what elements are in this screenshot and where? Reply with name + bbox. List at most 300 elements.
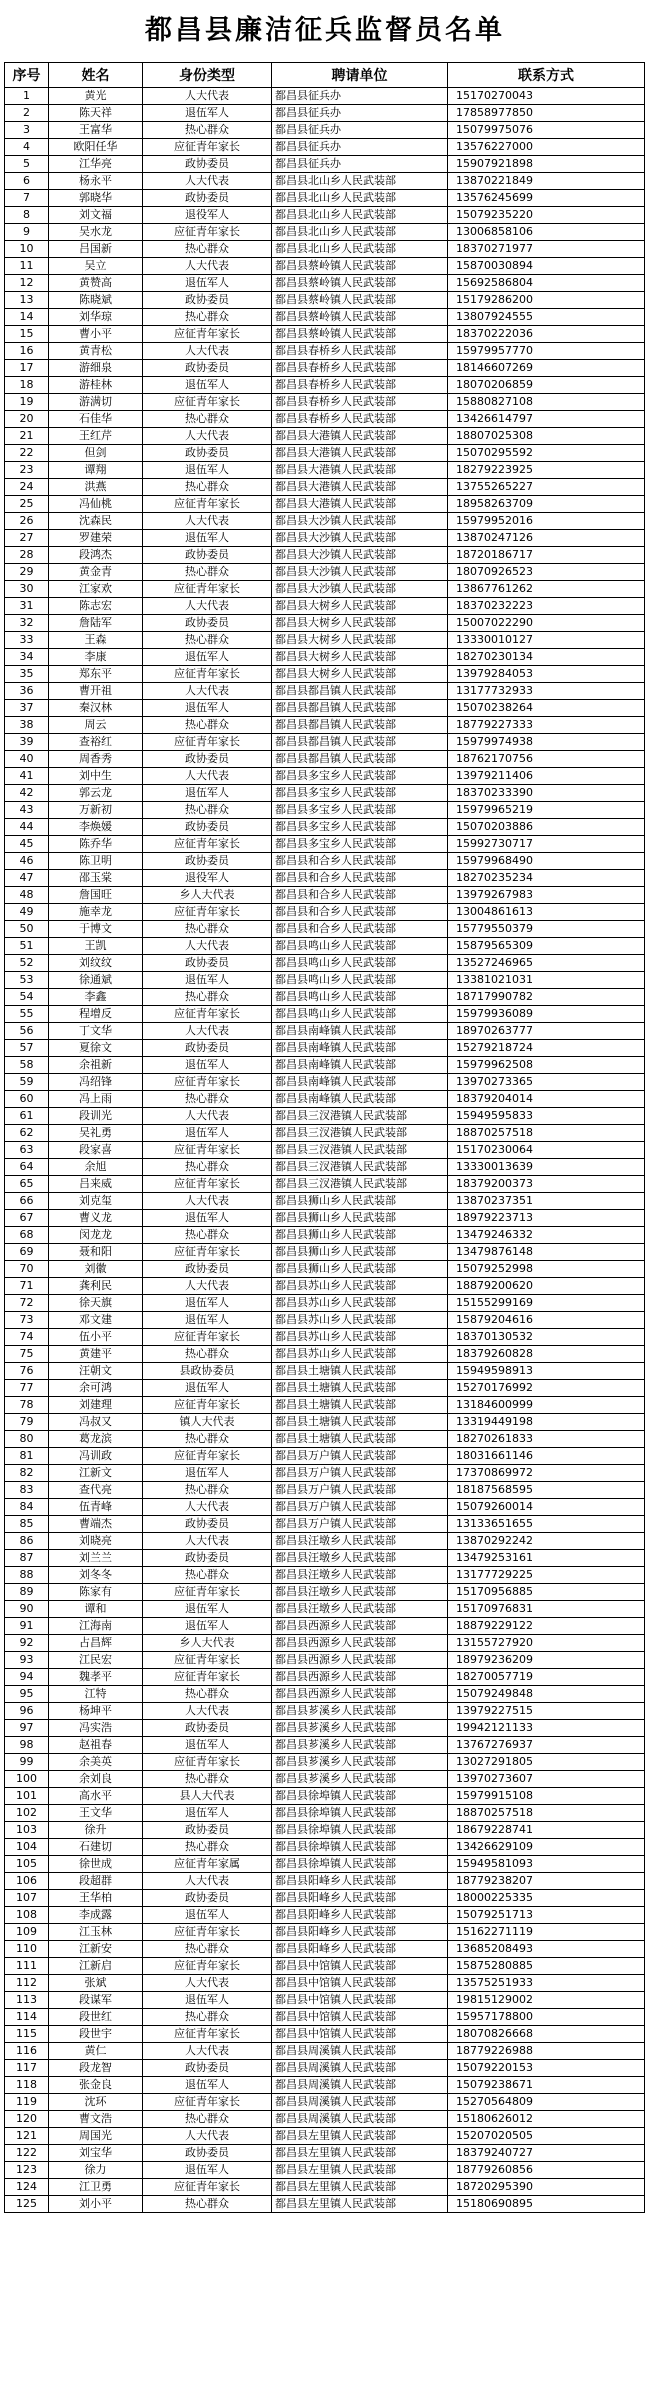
cell-hiring-unit: 都昌县大树乡人民武装部 bbox=[272, 632, 448, 649]
cell-name: 闵龙龙 bbox=[49, 1227, 143, 1244]
cell-hiring-unit: 都昌县徐埠镇人民武装部 bbox=[272, 1856, 448, 1873]
header-hiring-unit: 聘请单位 bbox=[272, 63, 448, 88]
table-row bbox=[5, 479, 645, 496]
table-row bbox=[5, 683, 645, 700]
cell-identity-type: 应征青年家属 bbox=[143, 1856, 272, 1873]
cell-hiring-unit: 都昌县中馆镇人民武装部 bbox=[272, 1992, 448, 2009]
table-row bbox=[5, 989, 645, 1006]
cell-contact: 13155727920 bbox=[448, 1635, 645, 1652]
cell-contact: 13807924555 bbox=[448, 309, 645, 326]
cell-hiring-unit: 都昌县中馆镇人民武装部 bbox=[272, 2009, 448, 2026]
cell-hiring-unit: 都昌县周溪镇人民武装部 bbox=[272, 2111, 448, 2128]
cell-index: 32 bbox=[5, 615, 49, 632]
cell-contact: 18270057719 bbox=[448, 1669, 645, 1686]
cell-hiring-unit: 都昌县土塘镇人民武装部 bbox=[272, 1397, 448, 1414]
cell-name: 但剑 bbox=[49, 445, 143, 462]
cell-name: 段世红 bbox=[49, 2009, 143, 2026]
cell-index: 100 bbox=[5, 1771, 49, 1788]
cell-index: 75 bbox=[5, 1346, 49, 1363]
cell-identity-type: 政协委员 bbox=[143, 445, 272, 462]
cell-index: 46 bbox=[5, 853, 49, 870]
cell-index: 27 bbox=[5, 530, 49, 547]
cell-contact: 18958263709 bbox=[448, 496, 645, 513]
cell-identity-type: 热心群众 bbox=[143, 1567, 272, 1584]
table-row bbox=[5, 343, 645, 360]
cell-name: 吴立 bbox=[49, 258, 143, 275]
table-row bbox=[5, 1958, 645, 1975]
cell-hiring-unit: 都昌县西源乡人民武装部 bbox=[272, 1635, 448, 1652]
cell-index: 3 bbox=[5, 122, 49, 139]
cell-hiring-unit: 都昌县苏山乡人民武装部 bbox=[272, 1278, 448, 1295]
cell-contact: 18031661146 bbox=[448, 1448, 645, 1465]
cell-name: 丁文华 bbox=[49, 1023, 143, 1040]
cell-contact: 18717990782 bbox=[448, 989, 645, 1006]
cell-name: 王凯 bbox=[49, 938, 143, 955]
cell-hiring-unit: 都昌县征兵办 bbox=[272, 122, 448, 139]
cell-identity-type: 热心群众 bbox=[143, 1839, 272, 1856]
cell-name: 刘冬冬 bbox=[49, 1567, 143, 1584]
cell-contact: 18807025308 bbox=[448, 428, 645, 445]
table-row bbox=[5, 1346, 645, 1363]
cell-contact: 15692586804 bbox=[448, 275, 645, 292]
table-row bbox=[5, 394, 645, 411]
cell-name: 游满切 bbox=[49, 394, 143, 411]
cell-contact: 18370130532 bbox=[448, 1329, 645, 1346]
cell-hiring-unit: 都昌县汪墩乡人民武装部 bbox=[272, 1550, 448, 1567]
cell-name: 沈森民 bbox=[49, 513, 143, 530]
cell-contact: 18970263777 bbox=[448, 1023, 645, 1040]
cell-name: 周云 bbox=[49, 717, 143, 734]
cell-identity-type: 人大代表 bbox=[143, 1278, 272, 1295]
table-row bbox=[5, 1873, 645, 1890]
table-row bbox=[5, 598, 645, 615]
cell-index: 50 bbox=[5, 921, 49, 938]
cell-index: 22 bbox=[5, 445, 49, 462]
cell-name: 吕国新 bbox=[49, 241, 143, 258]
cell-name: 刘小平 bbox=[49, 2196, 143, 2213]
cell-name: 石建切 bbox=[49, 1839, 143, 1856]
cell-contact: 18279223925 bbox=[448, 462, 645, 479]
cell-contact: 13426614797 bbox=[448, 411, 645, 428]
cell-hiring-unit: 都昌县大树乡人民武装部 bbox=[272, 615, 448, 632]
cell-contact: 13027291805 bbox=[448, 1754, 645, 1771]
cell-index: 81 bbox=[5, 1448, 49, 1465]
cell-name: 刘建理 bbox=[49, 1397, 143, 1414]
cell-identity-type: 人大代表 bbox=[143, 1193, 272, 1210]
cell-index: 42 bbox=[5, 785, 49, 802]
cell-name: 谭和 bbox=[49, 1601, 143, 1618]
cell-hiring-unit: 都昌县徐埠镇人民武装部 bbox=[272, 1839, 448, 1856]
cell-index: 36 bbox=[5, 683, 49, 700]
cell-identity-type: 热心群众 bbox=[143, 1482, 272, 1499]
cell-contact: 15170976831 bbox=[448, 1601, 645, 1618]
cell-name: 曹开祖 bbox=[49, 683, 143, 700]
cell-identity-type: 政协委员 bbox=[143, 819, 272, 836]
cell-index: 7 bbox=[5, 190, 49, 207]
cell-hiring-unit: 都昌县土塘镇人民武装部 bbox=[272, 1380, 448, 1397]
cell-index: 40 bbox=[5, 751, 49, 768]
cell-identity-type: 退伍军人 bbox=[143, 785, 272, 802]
cell-identity-type: 退伍军人 bbox=[143, 1805, 272, 1822]
cell-index: 37 bbox=[5, 700, 49, 717]
cell-identity-type: 政协委员 bbox=[143, 1516, 272, 1533]
cell-hiring-unit: 都昌县蔡岭镇人民武装部 bbox=[272, 275, 448, 292]
cell-index: 117 bbox=[5, 2060, 49, 2077]
cell-index: 54 bbox=[5, 989, 49, 1006]
cell-identity-type: 热心群众 bbox=[143, 2196, 272, 2213]
table-row bbox=[5, 1686, 645, 1703]
cell-identity-type: 退伍军人 bbox=[143, 1210, 272, 1227]
cell-identity-type: 退伍军人 bbox=[143, 700, 272, 717]
cell-contact: 15180690895 bbox=[448, 2196, 645, 2213]
cell-index: 89 bbox=[5, 1584, 49, 1601]
table-row bbox=[5, 2196, 645, 2213]
table-row bbox=[5, 1380, 645, 1397]
cell-index: 69 bbox=[5, 1244, 49, 1261]
cell-name: 邵玉棠 bbox=[49, 870, 143, 887]
cell-hiring-unit: 都昌县芗溪乡人民武装部 bbox=[272, 1771, 448, 1788]
cell-name: 欧阳任华 bbox=[49, 139, 143, 156]
table-row bbox=[5, 1414, 645, 1431]
cell-contact: 15070203886 bbox=[448, 819, 645, 836]
cell-name: 王森 bbox=[49, 632, 143, 649]
cell-identity-type: 人大代表 bbox=[143, 2043, 272, 2060]
table-row bbox=[5, 360, 645, 377]
cell-contact: 13979227515 bbox=[448, 1703, 645, 1720]
cell-contact: 13576245699 bbox=[448, 190, 645, 207]
cell-name: 葛龙滨 bbox=[49, 1431, 143, 1448]
table-row bbox=[5, 1312, 645, 1329]
cell-identity-type: 政协委员 bbox=[143, 1822, 272, 1839]
table-row bbox=[5, 1992, 645, 2009]
cell-hiring-unit: 都昌县都昌镇人民武装部 bbox=[272, 700, 448, 717]
cell-name: 段超群 bbox=[49, 1873, 143, 1890]
cell-identity-type: 应征青年家长 bbox=[143, 1176, 272, 1193]
cell-hiring-unit: 都昌县苏山乡人民武装部 bbox=[272, 1295, 448, 1312]
cell-identity-type: 应征青年家长 bbox=[143, 1448, 272, 1465]
cell-index: 70 bbox=[5, 1261, 49, 1278]
cell-identity-type: 应征青年家长 bbox=[143, 1584, 272, 1601]
cell-identity-type: 应征青年家长 bbox=[143, 1142, 272, 1159]
cell-index: 106 bbox=[5, 1873, 49, 1890]
cell-contact: 15979936089 bbox=[448, 1006, 645, 1023]
cell-index: 63 bbox=[5, 1142, 49, 1159]
cell-contact: 15270564809 bbox=[448, 2094, 645, 2111]
cell-contact: 18370271977 bbox=[448, 241, 645, 258]
cell-index: 48 bbox=[5, 887, 49, 904]
cell-contact: 17370869972 bbox=[448, 1465, 645, 1482]
cell-contact: 13755265227 bbox=[448, 479, 645, 496]
cell-contact: 15070238264 bbox=[448, 700, 645, 717]
cell-name: 段鸿杰 bbox=[49, 547, 143, 564]
cell-contact: 13006858106 bbox=[448, 224, 645, 241]
table-row bbox=[5, 377, 645, 394]
cell-identity-type: 政协委员 bbox=[143, 2145, 272, 2162]
cell-name: 石佳华 bbox=[49, 411, 143, 428]
cell-name: 伍小平 bbox=[49, 1329, 143, 1346]
table-row bbox=[5, 1618, 645, 1635]
cell-contact: 18370233390 bbox=[448, 785, 645, 802]
table-header-row bbox=[5, 63, 645, 88]
cell-hiring-unit: 都昌县狮山乡人民武装部 bbox=[272, 1244, 448, 1261]
cell-name: 段家喜 bbox=[49, 1142, 143, 1159]
cell-name: 张斌 bbox=[49, 1975, 143, 1992]
table-row bbox=[5, 1210, 645, 1227]
cell-contact: 15979968490 bbox=[448, 853, 645, 870]
cell-contact: 13870247126 bbox=[448, 530, 645, 547]
cell-contact: 13381021031 bbox=[448, 972, 645, 989]
cell-hiring-unit: 都昌县中馆镇人民武装部 bbox=[272, 1975, 448, 1992]
cell-name: 江玉林 bbox=[49, 1924, 143, 1941]
cell-identity-type: 人大代表 bbox=[143, 1703, 272, 1720]
cell-contact: 15957178800 bbox=[448, 2009, 645, 2026]
cell-identity-type: 退伍军人 bbox=[143, 462, 272, 479]
table-row bbox=[5, 1941, 645, 1958]
cell-contact: 15170230064 bbox=[448, 1142, 645, 1159]
cell-index: 47 bbox=[5, 870, 49, 887]
cell-name: 陈卫明 bbox=[49, 853, 143, 870]
cell-index: 66 bbox=[5, 1193, 49, 1210]
cell-index: 45 bbox=[5, 836, 49, 853]
cell-name: 余旭 bbox=[49, 1159, 143, 1176]
cell-index: 30 bbox=[5, 581, 49, 598]
cell-name: 段谋军 bbox=[49, 1992, 143, 2009]
cell-contact: 15779550379 bbox=[448, 921, 645, 938]
cell-hiring-unit: 都昌县周溪镇人民武装部 bbox=[272, 2094, 448, 2111]
table-row bbox=[5, 2111, 645, 2128]
cell-index: 59 bbox=[5, 1074, 49, 1091]
cell-contact: 13870292242 bbox=[448, 1533, 645, 1550]
cell-identity-type: 政协委员 bbox=[143, 2060, 272, 2077]
table-row bbox=[5, 2026, 645, 2043]
cell-hiring-unit: 都昌县春桥乡人民武装部 bbox=[272, 394, 448, 411]
cell-identity-type: 退伍军人 bbox=[143, 1312, 272, 1329]
cell-name: 江民宏 bbox=[49, 1652, 143, 1669]
table-row bbox=[5, 1856, 645, 1873]
table-row bbox=[5, 1754, 645, 1771]
table-row bbox=[5, 462, 645, 479]
cell-contact: 18070206859 bbox=[448, 377, 645, 394]
cell-contact: 15170956885 bbox=[448, 1584, 645, 1601]
cell-hiring-unit: 都昌县万户镇人民武装部 bbox=[272, 1516, 448, 1533]
table-row bbox=[5, 1448, 645, 1465]
cell-hiring-unit: 都昌县中馆镇人民武装部 bbox=[272, 1958, 448, 1975]
cell-index: 2 bbox=[5, 105, 49, 122]
table-row bbox=[5, 326, 645, 343]
table-row bbox=[5, 1805, 645, 1822]
cell-identity-type: 人大代表 bbox=[143, 1108, 272, 1125]
cell-name: 李成露 bbox=[49, 1907, 143, 1924]
cell-hiring-unit: 都昌县狮山乡人民武装部 bbox=[272, 1210, 448, 1227]
cell-name: 黄青松 bbox=[49, 343, 143, 360]
cell-identity-type: 退役军人 bbox=[143, 870, 272, 887]
cell-hiring-unit: 都昌县南峰镇人民武装部 bbox=[272, 1074, 448, 1091]
cell-contact: 18979236209 bbox=[448, 1652, 645, 1669]
cell-identity-type: 退伍军人 bbox=[143, 1380, 272, 1397]
cell-name: 邓文建 bbox=[49, 1312, 143, 1329]
cell-name: 赵祖春 bbox=[49, 1737, 143, 1754]
table-row bbox=[5, 1244, 645, 1261]
cell-index: 113 bbox=[5, 1992, 49, 2009]
table-row bbox=[5, 2077, 645, 2094]
table-row bbox=[5, 1584, 645, 1601]
cell-identity-type: 应征青年家长 bbox=[143, 326, 272, 343]
table-row bbox=[5, 666, 645, 683]
cell-identity-type: 退伍军人 bbox=[143, 1992, 272, 2009]
cell-index: 62 bbox=[5, 1125, 49, 1142]
page-title: 都昌县廉洁征兵监督员名单 bbox=[145, 15, 505, 46]
cell-hiring-unit: 都昌县都昌镇人民武装部 bbox=[272, 751, 448, 768]
cell-contact: 13575251933 bbox=[448, 1975, 645, 1992]
cell-contact: 13479253161 bbox=[448, 1550, 645, 1567]
cell-contact: 13867761262 bbox=[448, 581, 645, 598]
cell-name: 刘纹纹 bbox=[49, 955, 143, 972]
table-row bbox=[5, 1482, 645, 1499]
cell-contact: 19942121133 bbox=[448, 1720, 645, 1737]
cell-index: 65 bbox=[5, 1176, 49, 1193]
cell-index: 118 bbox=[5, 2077, 49, 2094]
cell-hiring-unit: 都昌县周溪镇人民武装部 bbox=[272, 2043, 448, 2060]
cell-hiring-unit: 都昌县大港镇人民武装部 bbox=[272, 496, 448, 513]
table-row bbox=[5, 853, 645, 870]
cell-contact: 13970273365 bbox=[448, 1074, 645, 1091]
cell-identity-type: 人大代表 bbox=[143, 428, 272, 445]
cell-contact: 15979965219 bbox=[448, 802, 645, 819]
cell-contact: 15979957770 bbox=[448, 343, 645, 360]
cell-name: 冯叔又 bbox=[49, 1414, 143, 1431]
cell-name: 王富华 bbox=[49, 122, 143, 139]
cell-hiring-unit: 都昌县北山乡人民武装部 bbox=[272, 241, 448, 258]
cell-identity-type: 退伍军人 bbox=[143, 530, 272, 547]
table-row bbox=[5, 1125, 645, 1142]
cell-hiring-unit: 都昌县鸣山乡人民武装部 bbox=[272, 938, 448, 955]
cell-identity-type: 热心群众 bbox=[143, 1771, 272, 1788]
cell-index: 109 bbox=[5, 1924, 49, 1941]
table-row bbox=[5, 1635, 645, 1652]
cell-hiring-unit: 都昌县和合乡人民武装部 bbox=[272, 870, 448, 887]
cell-name: 余刘良 bbox=[49, 1771, 143, 1788]
table-row bbox=[5, 173, 645, 190]
cell-identity-type: 应征青年家长 bbox=[143, 666, 272, 683]
cell-hiring-unit: 都昌县大树乡人民武装部 bbox=[272, 649, 448, 666]
cell-identity-type: 人大代表 bbox=[143, 2128, 272, 2145]
cell-contact: 15907921898 bbox=[448, 156, 645, 173]
cell-index: 28 bbox=[5, 547, 49, 564]
cell-hiring-unit: 都昌县西源乡人民武装部 bbox=[272, 1669, 448, 1686]
cell-name: 杨永平 bbox=[49, 173, 143, 190]
cell-identity-type: 应征青年家长 bbox=[143, 734, 272, 751]
cell-contact: 18879229122 bbox=[448, 1618, 645, 1635]
cell-index: 44 bbox=[5, 819, 49, 836]
cell-contact: 15079252998 bbox=[448, 1261, 645, 1278]
cell-hiring-unit: 都昌县南峰镇人民武装部 bbox=[272, 1091, 448, 1108]
cell-index: 68 bbox=[5, 1227, 49, 1244]
table-row bbox=[5, 224, 645, 241]
cell-identity-type: 热心群众 bbox=[143, 921, 272, 938]
cell-hiring-unit: 都昌县大沙镇人民武装部 bbox=[272, 547, 448, 564]
cell-name: 黄仁 bbox=[49, 2043, 143, 2060]
cell-identity-type: 应征青年家长 bbox=[143, 1924, 272, 1941]
cell-name: 徐通斌 bbox=[49, 972, 143, 989]
cell-hiring-unit: 都昌县多宝乡人民武装部 bbox=[272, 785, 448, 802]
cell-name: 查代亮 bbox=[49, 1482, 143, 1499]
table-row bbox=[5, 241, 645, 258]
table-row bbox=[5, 836, 645, 853]
cell-contact: 18762170756 bbox=[448, 751, 645, 768]
cell-contact: 15879565309 bbox=[448, 938, 645, 955]
cell-index: 39 bbox=[5, 734, 49, 751]
cell-contact: 18779238207 bbox=[448, 1873, 645, 1890]
cell-index: 85 bbox=[5, 1516, 49, 1533]
cell-index: 15 bbox=[5, 326, 49, 343]
cell-contact: 18270261833 bbox=[448, 1431, 645, 1448]
cell-name: 黄金青 bbox=[49, 564, 143, 581]
cell-contact: 13870237351 bbox=[448, 1193, 645, 1210]
cell-contact: 13177732933 bbox=[448, 683, 645, 700]
table-row bbox=[5, 1839, 645, 1856]
cell-name: 杨坤平 bbox=[49, 1703, 143, 1720]
cell-name: 谭翔 bbox=[49, 462, 143, 479]
cell-contact: 13685208493 bbox=[448, 1941, 645, 1958]
cell-identity-type: 热心群众 bbox=[143, 1431, 272, 1448]
cell-contact: 13979267983 bbox=[448, 887, 645, 904]
cell-identity-type: 退伍军人 bbox=[143, 1737, 272, 1754]
header-index: 序号 bbox=[5, 63, 49, 88]
table-row bbox=[5, 1669, 645, 1686]
cell-name: 詹陆军 bbox=[49, 615, 143, 632]
cell-index: 33 bbox=[5, 632, 49, 649]
cell-identity-type: 热心群众 bbox=[143, 632, 272, 649]
cell-contact: 18870257518 bbox=[448, 1125, 645, 1142]
table-row bbox=[5, 1091, 645, 1108]
table-row bbox=[5, 1771, 645, 1788]
table-row bbox=[5, 1601, 645, 1618]
cell-index: 107 bbox=[5, 1890, 49, 1907]
cell-hiring-unit: 都昌县鸣山乡人民武装部 bbox=[272, 972, 448, 989]
cell-identity-type: 退伍军人 bbox=[143, 2077, 272, 2094]
cell-identity-type: 政协委员 bbox=[143, 853, 272, 870]
cell-identity-type: 人大代表 bbox=[143, 343, 272, 360]
cell-hiring-unit: 都昌县西源乡人民武装部 bbox=[272, 1618, 448, 1635]
cell-index: 35 bbox=[5, 666, 49, 683]
table-row bbox=[5, 1227, 645, 1244]
header-name: 姓名 bbox=[49, 63, 143, 88]
table-row bbox=[5, 411, 645, 428]
cell-index: 120 bbox=[5, 2111, 49, 2128]
table-row bbox=[5, 819, 645, 836]
cell-identity-type: 县人大代表 bbox=[143, 1788, 272, 1805]
cell-name: 曹端杰 bbox=[49, 1516, 143, 1533]
cell-index: 43 bbox=[5, 802, 49, 819]
cell-name: 陈志宏 bbox=[49, 598, 143, 615]
cell-hiring-unit: 都昌县芗溪乡人民武装部 bbox=[272, 1720, 448, 1737]
cell-identity-type: 人大代表 bbox=[143, 1873, 272, 1890]
cell-identity-type: 热心群众 bbox=[143, 1941, 272, 1958]
cell-hiring-unit: 都昌县征兵办 bbox=[272, 105, 448, 122]
cell-hiring-unit: 都昌县北山乡人民武装部 bbox=[272, 173, 448, 190]
cell-identity-type: 应征青年家长 bbox=[143, 581, 272, 598]
cell-hiring-unit: 都昌县和合乡人民武装部 bbox=[272, 921, 448, 938]
cell-identity-type: 政协委员 bbox=[143, 1040, 272, 1057]
cell-name: 陈晓斌 bbox=[49, 292, 143, 309]
cell-identity-type: 政协委员 bbox=[143, 751, 272, 768]
cell-name: 李焕媛 bbox=[49, 819, 143, 836]
cell-identity-type: 应征青年家长 bbox=[143, 224, 272, 241]
cell-index: 56 bbox=[5, 1023, 49, 1040]
cell-identity-type: 人大代表 bbox=[143, 683, 272, 700]
cell-contact: 15079975076 bbox=[448, 122, 645, 139]
cell-name: 徐世成 bbox=[49, 1856, 143, 1873]
